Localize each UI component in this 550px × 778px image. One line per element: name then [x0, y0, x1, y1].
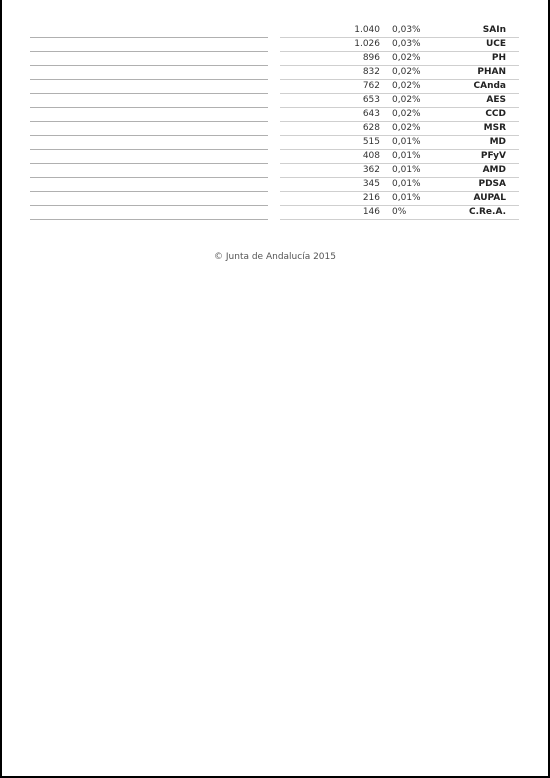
votes-cell: 515 — [362, 137, 380, 147]
left-row-line — [30, 150, 268, 164]
votes-cell: 628 — [362, 123, 380, 133]
percentage-cell: 0,03% — [392, 25, 421, 35]
votes-cell: 896 — [362, 53, 380, 63]
left-row-line — [30, 136, 268, 150]
percentage-cell: 0,02% — [392, 109, 421, 119]
party-cell: MD — [489, 137, 506, 147]
document-page — [2, 0, 548, 776]
table-row — [280, 150, 519, 164]
table-row — [280, 164, 519, 178]
left-row-line — [30, 38, 268, 52]
percentage-cell: 0,02% — [392, 53, 421, 63]
party-cell: CAnda — [473, 81, 506, 91]
percentage-cell: 0% — [392, 207, 407, 217]
party-cell: PDSA — [478, 179, 506, 189]
left-row-line — [30, 108, 268, 122]
votes-cell: 216 — [362, 193, 380, 203]
votes-cell: 345 — [362, 179, 380, 189]
left-column-lines — [30, 24, 268, 220]
table-row — [280, 122, 519, 136]
votes-cell: 832 — [362, 67, 380, 77]
party-cell: AES — [486, 95, 506, 105]
left-row-line — [30, 178, 268, 192]
percentage-cell: 0,01% — [392, 151, 421, 161]
table-row — [280, 178, 519, 192]
left-row-line — [30, 192, 268, 206]
votes-cell: 146 — [362, 207, 380, 217]
party-cell: C.Re.A. — [468, 207, 506, 217]
table-row — [280, 94, 519, 108]
party-cell: SAIn — [482, 25, 506, 35]
left-row-line — [30, 206, 268, 220]
percentage-cell: 0,03% — [392, 39, 421, 49]
percentage-cell: 0,02% — [392, 81, 421, 91]
table-row — [280, 52, 519, 66]
left-row-line — [30, 80, 268, 94]
party-cell: UCE — [485, 39, 506, 49]
party-cell: PFyV — [480, 151, 506, 161]
results-table — [280, 24, 519, 220]
table-row — [280, 192, 519, 206]
percentage-cell: 0,01% — [392, 137, 421, 147]
table-row — [280, 24, 519, 38]
percentage-cell: 0,01% — [392, 165, 421, 175]
left-row-line — [30, 94, 268, 108]
table-row — [280, 206, 519, 220]
percentage-cell: 0,02% — [392, 95, 421, 105]
left-row-line — [30, 52, 268, 66]
party-cell: PHAN — [477, 67, 506, 77]
percentage-cell: 0,02% — [392, 123, 421, 133]
table-row — [280, 108, 519, 122]
percentage-cell: 0,01% — [392, 193, 421, 203]
party-cell: PH — [491, 53, 506, 63]
votes-cell: 653 — [362, 95, 380, 105]
party-cell: AMD — [482, 165, 506, 175]
left-row-line — [30, 164, 268, 178]
left-row-line — [30, 66, 268, 80]
percentage-cell: 0,01% — [392, 179, 421, 189]
left-row-line — [30, 122, 268, 136]
table-row — [280, 38, 519, 52]
table-row — [280, 80, 519, 94]
table-row — [280, 66, 519, 80]
left-row-line — [30, 24, 268, 38]
party-cell: MSR — [483, 123, 506, 133]
votes-cell: 643 — [362, 109, 380, 119]
votes-cell: 362 — [362, 165, 380, 175]
votes-cell: 1.026 — [354, 39, 380, 49]
party-cell: AUPAL — [473, 193, 506, 203]
votes-cell: 762 — [362, 81, 380, 91]
percentage-cell: 0,02% — [392, 67, 421, 77]
votes-cell: 408 — [362, 151, 380, 161]
copyright-footer: © Junta de Andalucía 2015 — [214, 252, 336, 262]
votes-cell: 1.040 — [354, 25, 380, 35]
table-row — [280, 136, 519, 150]
party-cell: CCD — [485, 109, 506, 119]
